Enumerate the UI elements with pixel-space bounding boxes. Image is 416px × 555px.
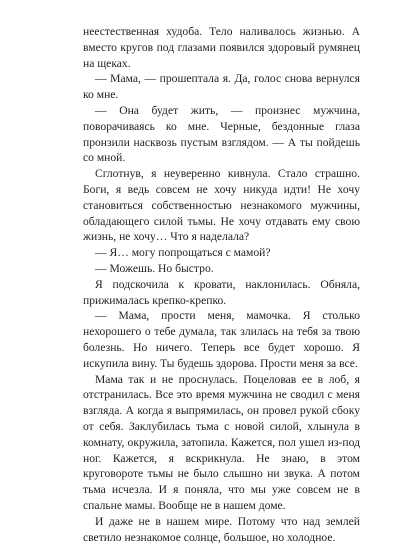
page-text <box>83 24 360 545</box>
paragraph-6: — Можешь. Но быстро. <box>95 261 214 275</box>
paragraph-9: Мама так и не проснулась. Поцеловав ее в лоб, я отстранилась. Все это время мужчина не сводил с меня взгляда. А когда я выпрямилась, он провел рукой сбоку от себя. Заклубилась тьма с новой силой, хлынула в комнату, окружила, затопила. Кажется, пол ушел из-под ног. Кажется, я вскрикнула. Не знаю, в этом круговороте тьмы не было слышно ни звука. А потом тьма исчезла. И я поняла, что мы уже совсем не в спальне мамы. Вообще не в нашем доме. <box>83 372 360 512</box>
paragraph-10: И даже не в нашем мире. Потому что над землей светило незнакомое солнце, большое, но холодное. <box>83 514 360 544</box>
paragraph-4: Сглотнув, я неуверенно кивнула. Стало страшно. Боги, я ведь совсем не хочу никуда идти! Не хочу становиться собственностью незнакомого мужчины, обладающего силой тьмы. Не хочу отдавать ему свою жизнь, не хочу… Что я наделала? <box>83 167 360 244</box>
paragraph-7: Я подскочила к кровати, наклонилась. Обняла, прижималась крепко-крепко. <box>83 277 360 307</box>
paragraph-8: — Мама, прости меня, мамочка. Я столько нехорошего о тебе думала, так злилась на тебя за твою болезнь. Но ничего. Теперь все будет хорошо. Я искупила вину. Ты будешь здорова. Прости меня за все. <box>83 309 360 370</box>
paragraph-1: неестественная худоба. Тело наливалось жизнью. А вместо кругов под глазами появился здоровый румянец на щеках. <box>83 25 360 70</box>
paragraph-5: — Я… могу попрощаться с мамой? <box>95 246 271 260</box>
paragraph-3: — Она будет жить, — произнес мужчина, поворачиваясь ко мне. Черные, бездонные глаза пронзили насквозь пустым взглядом. — А ты пойдешь со мной. <box>83 103 360 165</box>
paragraph-2: — Мама, — прошептала я. Да, голос снова вернулся ко мне. <box>83 72 360 102</box>
